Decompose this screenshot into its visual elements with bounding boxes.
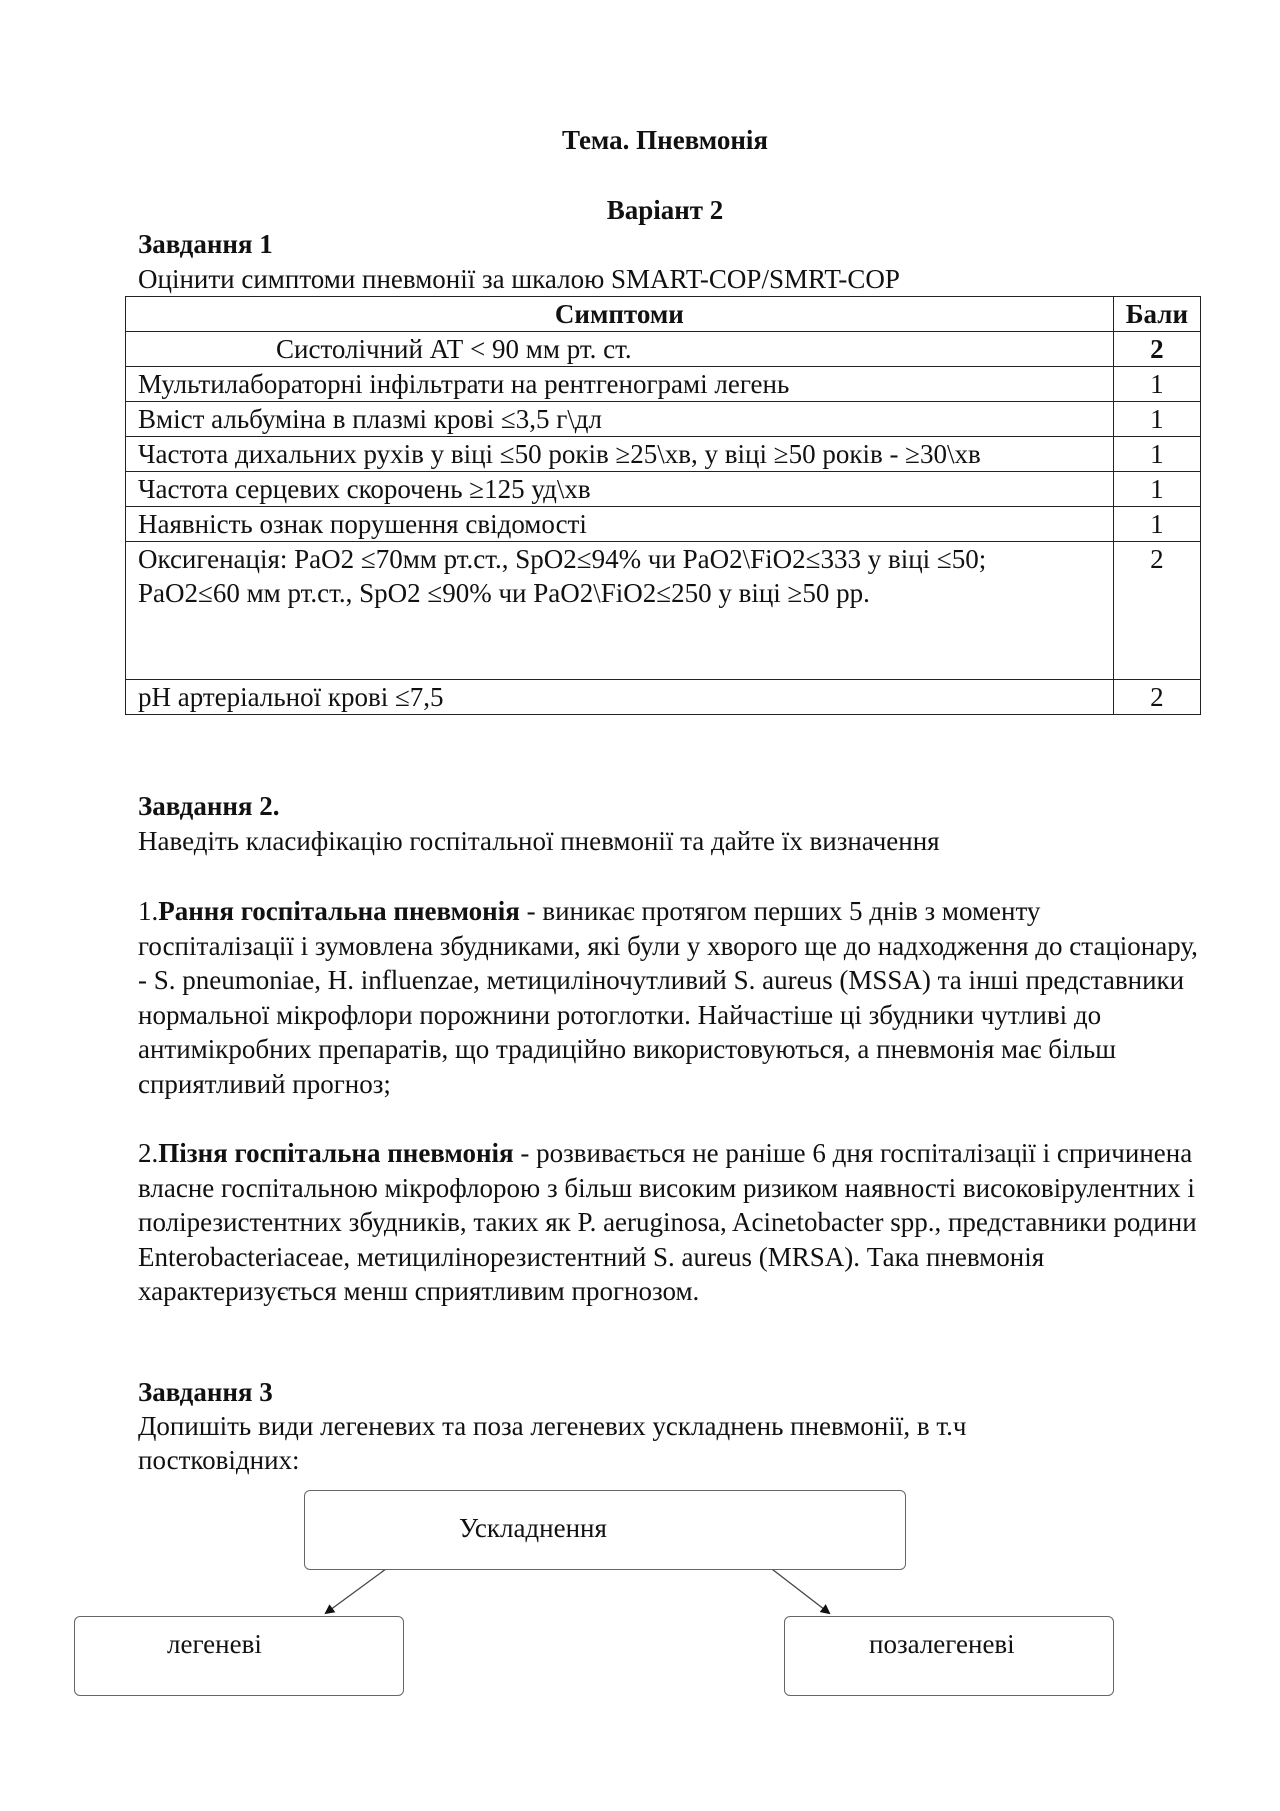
right-arrow xyxy=(768,1566,829,1613)
task3-instruction-line-1: Допишіть види легеневих та поза легеневих ускладнень пневмонії, в т.ч xyxy=(138,1411,967,1441)
points-cell: 1 xyxy=(1113,367,1200,402)
points-cell: 1 xyxy=(1113,437,1200,472)
points-cell: 2 xyxy=(1113,332,1200,367)
item-number: 1. xyxy=(138,896,159,926)
variant-title: Варіант 2 xyxy=(606,195,724,225)
oxygenation-line-2: РаО2≤60 мм рт.ст., SpO2 ≤90% чи РаО2\FiO2≤250 у віці ≥50 рр. xyxy=(138,578,870,608)
task3-heading: Завдання 3 xyxy=(138,1377,273,1407)
points-cell: 2 xyxy=(1113,680,1200,715)
complications-root-label: Ускладнення xyxy=(459,1513,607,1543)
symptom-cell: Систолічний АТ < 90 мм рт. ст. xyxy=(126,332,1114,367)
item-number: 2. xyxy=(138,1138,159,1168)
symptom-cell: Мультилабораторні інфільтрати на рентгенограмі легень xyxy=(126,367,1114,402)
task2-instruction: Наведіть класифікацію госпітальної пневмонії та дайте їх визначення xyxy=(138,826,940,856)
symptom-cell: Частота дихальних рухів у віці ≤50 років ≥25\хв, у віці ≥50 років - ≥30\хв xyxy=(126,437,1114,472)
left-arrow xyxy=(326,1566,390,1613)
task3-instruction-line-2: постковідних: xyxy=(138,1445,300,1475)
oxygenation-line-1: Оксигенація: РаО2 ≤70мм рт.ст., SpO2≤94% чи РаО2\FiO2≤333 у віці ≤50; xyxy=(138,544,987,574)
points-cell: 1 xyxy=(1113,472,1200,507)
item-term: Рання госпітальна пневмонія xyxy=(158,896,520,926)
header-points: Бали xyxy=(1113,297,1200,332)
symptom-cell: pH артеріальної крові ≤7,5 xyxy=(126,680,1114,715)
task2-heading: Завдання 2. xyxy=(138,791,280,821)
item-definition: - розвивається не раніше 6 дня госпіталізації і спричинена власне госпітальною мікрофлорою з більш високим ризиком наявності високовірулентних і полірезистентних збудників, таких як P. aeruginosa, Acinetobacter spp., представники родини Enterobacteriaceae, метицилінорезистентний S. aureus (MRSA). Така пневмонія характеризується менш сприятливим прогнозом. xyxy=(138,1138,1197,1306)
symptom-cell: Вміст альбуміна в плазмі крові ≤3,5 г\дл xyxy=(126,402,1114,437)
header-symptoms: Симптоми xyxy=(126,297,1114,332)
symptom-cell: Частота серцевих скорочень ≥125 уд\хв xyxy=(126,472,1114,507)
pulmonary-label: легеневі xyxy=(167,1629,262,1659)
task1-heading: Завдання 1 xyxy=(138,229,273,259)
item-definition: - виникає протягом перших 5 днів з моменту госпіталізації і зумовлена збудниками, які були у хворого ще до надходження до стаціонару, - S. pneumoniae, H. influenzae, метициліночутливий S. aureus (MSSA) та інші представники нормальної мікрофлори порожнини ротоглотки. Найчастіше ці збудники чутливі до антимікробних препаратів, що традиційно використовуються, а пневмонія має більш сприятливий прогноз; xyxy=(138,896,1198,1099)
points-cell: 1 xyxy=(1113,402,1200,437)
extrapulmonary-label: позалегеневі xyxy=(869,1629,1015,1659)
item-term: Пізня госпітальна пневмонія xyxy=(158,1138,514,1168)
points-cell: 1 xyxy=(1113,507,1200,542)
symptom-cell: Наявність ознак порушення свідомості xyxy=(126,507,1114,542)
pulmonary-box[interactable] xyxy=(74,1616,404,1696)
points-cell: 2 xyxy=(1113,542,1200,680)
extrapulmonary-box[interactable] xyxy=(784,1616,1114,1696)
task1-instruction: Оцінити симптоми пневмонії за шкалою SMART-COP/SMRT-COP xyxy=(138,264,900,294)
complications-root-box xyxy=(304,1490,906,1570)
page-title: Тема. Пневмонія xyxy=(561,125,769,155)
